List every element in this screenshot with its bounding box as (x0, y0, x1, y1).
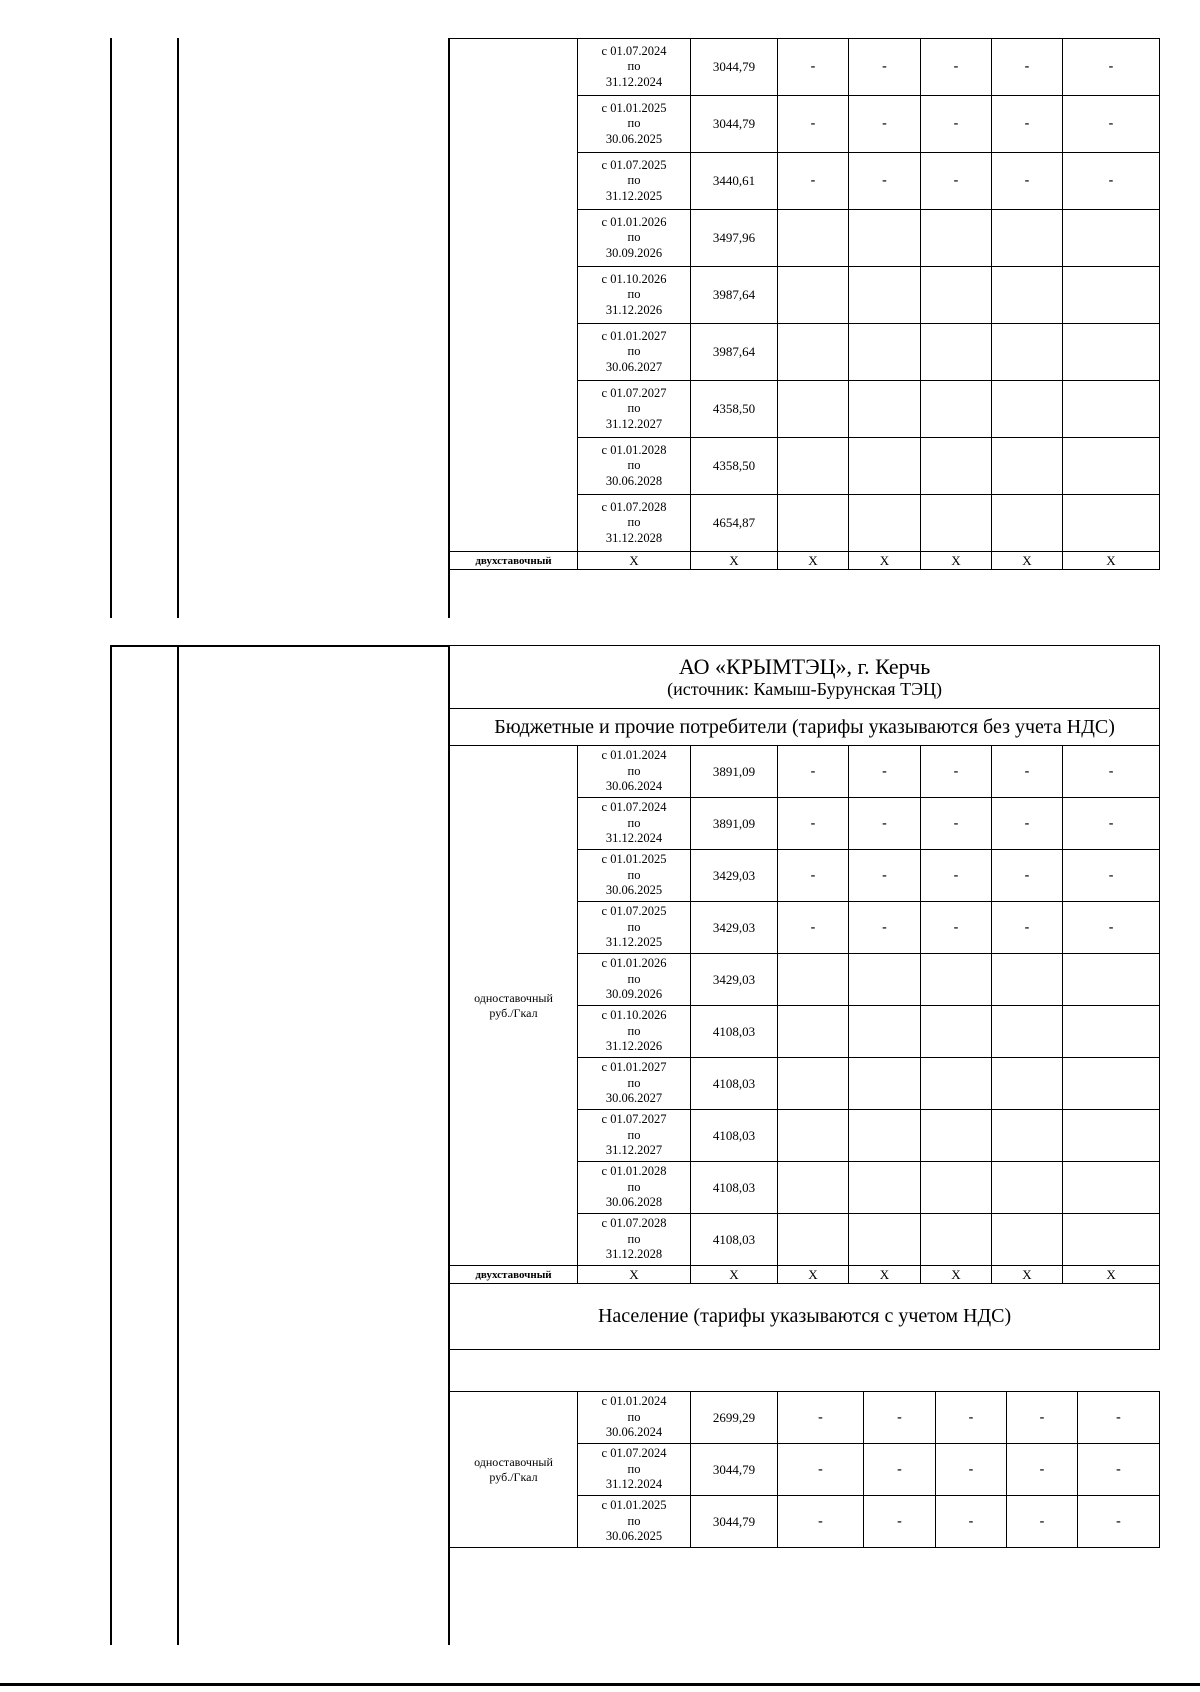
two-rate-cell: Х (849, 1266, 921, 1284)
tariff-cell (778, 1058, 849, 1110)
period-from: с 01.01.2028 (601, 442, 667, 457)
tariff-cell: - (1078, 1496, 1160, 1548)
tariff-value: 3891,09 (691, 746, 778, 798)
tariff-cell (921, 495, 992, 552)
period-to: 31.12.2024 (605, 74, 663, 89)
budget-section-title: Бюджетные и прочие потребители (тарифы указываются без учета НДС) (450, 709, 1160, 746)
period-cell (578, 495, 691, 552)
tariff-value: 3429,03 (691, 954, 778, 1006)
tariff-cell (778, 495, 849, 552)
tariff-cell (849, 381, 921, 438)
rate-unit-label: руб./Гкал (489, 1469, 538, 1484)
tariff-cell (1063, 1058, 1160, 1110)
period-by: по (627, 1179, 641, 1194)
two-rate-cell: Х (992, 1266, 1063, 1284)
tariff-row (450, 39, 1160, 96)
period-cell (578, 381, 691, 438)
tariff-value: 4108,03 (691, 1214, 778, 1266)
period-by: по (627, 230, 641, 245)
two-rate-cell: Х (1063, 1266, 1160, 1284)
tariff-cell (992, 210, 1063, 267)
tariff-cell: - (1063, 96, 1160, 153)
tariff-cell: - (778, 39, 849, 96)
tariff-cell (1063, 210, 1160, 267)
rate-type-label: одноставочный (474, 1454, 553, 1469)
two-rate-cell: Х (921, 1266, 992, 1284)
two-rate-cell: Х (778, 552, 849, 570)
rate-type-cell (450, 746, 578, 1266)
tariff-cell: - (1007, 1392, 1078, 1444)
two-rate-cell: Х (578, 1266, 691, 1284)
period-cell (578, 1058, 691, 1110)
period-cell (578, 954, 691, 1006)
period-from: с 01.01.2027 (601, 328, 667, 343)
tariff-cell: - (778, 153, 849, 210)
organization-name: АО «КРЫМТЭЦ», г. Керчь (678, 654, 931, 679)
period-to: 30.06.2028 (605, 1195, 663, 1210)
period-by: по (627, 1023, 641, 1038)
period-to: 31.12.2024 (605, 831, 663, 846)
period-by: по (627, 1513, 641, 1528)
tariff-cell (778, 267, 849, 324)
tariff-cell: - (921, 153, 992, 210)
tariff-table-population (449, 1391, 1160, 1548)
period-to: 31.12.2025 (605, 935, 663, 950)
tariff-cell (778, 1162, 849, 1214)
tariff-cell (992, 1162, 1063, 1214)
period-by: по (627, 287, 641, 302)
period-from: с 01.01.2027 (601, 1060, 667, 1075)
tariff-cell (778, 381, 849, 438)
period-cell (578, 1496, 691, 1548)
period-by: по (627, 815, 641, 830)
tariff-cell: - (921, 850, 992, 902)
tariff-cell: - (992, 39, 1063, 96)
period-cell (578, 746, 691, 798)
tariff-cell: - (992, 902, 1063, 954)
tariff-cell (778, 954, 849, 1006)
tariff-cell: - (849, 746, 921, 798)
period-by: по (627, 344, 641, 359)
tariff-cell: - (1063, 153, 1160, 210)
tariff-cell: - (1063, 902, 1160, 954)
tariff-cell (849, 210, 921, 267)
population-section-title: Население (тарифы указываются с учетом НДС) (450, 1284, 1160, 1350)
period-to: 31.12.2028 (605, 1247, 663, 1262)
period-to: 30.06.2027 (605, 359, 663, 374)
period-by: по (627, 401, 641, 416)
tariff-cell (849, 438, 921, 495)
period-from: с 01.07.2025 (601, 904, 667, 919)
period-from: с 01.07.2024 (601, 800, 667, 815)
period-to: 30.09.2026 (605, 245, 663, 260)
tariff-cell (778, 438, 849, 495)
tariff-cell (921, 210, 992, 267)
tariff-cell (849, 267, 921, 324)
tariff-cell (849, 1162, 921, 1214)
two-rate-cell: Х (578, 552, 691, 570)
tariff-cell: - (1063, 39, 1160, 96)
tariff-cell: - (849, 850, 921, 902)
population-tariff-rows (450, 1392, 1160, 1548)
tariff-cell: - (992, 850, 1063, 902)
tariff-value: 4108,03 (691, 1058, 778, 1110)
tariff-cell: - (936, 1444, 1007, 1496)
rate-type-cell (450, 1392, 578, 1548)
tariff-cell (778, 210, 849, 267)
tariff-cell (1063, 495, 1160, 552)
period-by: по (627, 763, 641, 778)
period-from: с 01.01.2026 (601, 956, 667, 971)
period-from: с 01.01.2025 (601, 852, 667, 867)
tariff-cell (921, 267, 992, 324)
period-cell (578, 1214, 691, 1266)
tariff-cell: - (849, 96, 921, 153)
tariff-value: 3497,96 (691, 210, 778, 267)
period-from: с 01.07.2028 (601, 499, 667, 514)
tariff-cell (992, 495, 1063, 552)
number-column-line (177, 38, 179, 618)
tariff-cell (992, 1214, 1063, 1266)
period-by: по (627, 1231, 641, 1246)
period-cell (578, 798, 691, 850)
period-by: по (627, 1461, 641, 1476)
tariff-cell (1063, 324, 1160, 381)
tariff-cell (778, 1110, 849, 1162)
tariff-cell: - (1063, 850, 1160, 902)
tariff-cell: - (936, 1392, 1007, 1444)
period-cell (578, 267, 691, 324)
period-from: с 01.01.2024 (601, 1394, 667, 1409)
tariff-cell: - (992, 798, 1063, 850)
tariff-value: 3987,64 (691, 324, 778, 381)
tariff-value: 3429,03 (691, 850, 778, 902)
period-by: по (627, 971, 641, 986)
tariff-cell: - (864, 1444, 936, 1496)
tariff-cell (992, 438, 1063, 495)
two-rate-cell: Х (1063, 552, 1160, 570)
period-from: с 01.01.2028 (601, 1164, 667, 1179)
period-cell (578, 438, 691, 495)
period-cell (578, 902, 691, 954)
period-to: 30.06.2025 (605, 883, 663, 898)
tariff-cell (992, 381, 1063, 438)
tariff-cell (1063, 1006, 1160, 1058)
tariff-cell: - (849, 39, 921, 96)
period-to: 31.12.2026 (605, 302, 663, 317)
tariff-cell (921, 438, 992, 495)
tariff-cell (778, 324, 849, 381)
tariff-cell (1063, 1162, 1160, 1214)
period-to: 30.06.2027 (605, 1091, 663, 1106)
period-from: с 01.07.2025 (601, 157, 667, 172)
tariff-cell: - (992, 746, 1063, 798)
tariff-cell (1063, 381, 1160, 438)
tariff-value: 2699,29 (691, 1392, 778, 1444)
tariff-cell: - (921, 902, 992, 954)
organization-source: (источник: Камыш-Бурунская ТЭЦ) (667, 679, 942, 700)
tariff-value: 3044,79 (691, 96, 778, 153)
tariff-cell: - (992, 153, 1063, 210)
period-from: с 01.07.2028 (601, 1216, 667, 1231)
number-column-line-lower (177, 645, 179, 1645)
period-from: с 01.10.2026 (601, 271, 667, 286)
period-from: с 01.07.2027 (601, 1112, 667, 1127)
tariff-cell: - (778, 746, 849, 798)
tariff-value: 3044,79 (691, 39, 778, 96)
tariff-cell (1063, 1214, 1160, 1266)
period-by: по (627, 919, 641, 934)
period-cell (578, 324, 691, 381)
tariff-cell: - (921, 746, 992, 798)
tariff-table-top (449, 38, 1160, 570)
left-border-line (110, 38, 112, 618)
rate-unit-label: руб./Гкал (489, 1005, 538, 1020)
block-top-line (110, 645, 450, 647)
period-by: по (627, 1127, 641, 1142)
tariff-row (450, 1392, 1160, 1444)
tariff-cell: - (1078, 1392, 1160, 1444)
tariff-cell: - (864, 1496, 936, 1548)
period-by: по (627, 1409, 641, 1424)
tariff-value: 4108,03 (691, 1110, 778, 1162)
tariff-value: 4358,50 (691, 381, 778, 438)
left-border-line-lower (110, 645, 112, 1645)
tariff-cell: - (992, 96, 1063, 153)
budget-tariff-rows (450, 746, 1160, 1284)
tariff-value: 4358,50 (691, 438, 778, 495)
tariff-cell: - (921, 96, 992, 153)
tariff-cell: - (778, 798, 849, 850)
period-cell (578, 96, 691, 153)
tariff-cell (921, 954, 992, 1006)
tariff-value: 4654,87 (691, 495, 778, 552)
tariff-cell (992, 1110, 1063, 1162)
tariff-cell (921, 1058, 992, 1110)
period-cell (578, 850, 691, 902)
two-rate-label: двухставочный (450, 552, 578, 570)
tariff-cell: - (936, 1496, 1007, 1548)
period-by: по (627, 173, 641, 188)
period-to: 31.12.2027 (605, 1143, 663, 1158)
period-from: с 01.01.2025 (601, 1498, 667, 1513)
tariff-value: 3440,61 (691, 153, 778, 210)
tariff-cell (992, 1006, 1063, 1058)
tariff-cell (992, 267, 1063, 324)
tariff-cell: - (849, 798, 921, 850)
two-rate-cell: Х (849, 552, 921, 570)
tariff-cell: - (778, 902, 849, 954)
period-by: по (627, 458, 641, 473)
tariff-value: 3429,03 (691, 902, 778, 954)
tariff-cell: - (921, 39, 992, 96)
period-by: по (627, 867, 641, 882)
period-to: 30.06.2028 (605, 473, 663, 488)
two-rate-cell: Х (691, 1266, 778, 1284)
tariff-cell (921, 324, 992, 381)
tariff-cell: - (1063, 798, 1160, 850)
period-from: с 01.01.2024 (601, 748, 667, 763)
tariff-cell (849, 1110, 921, 1162)
period-cell (578, 210, 691, 267)
tariff-value: 3044,79 (691, 1496, 778, 1548)
period-cell (578, 1392, 691, 1444)
tariff-cell (849, 324, 921, 381)
period-to: 31.12.2028 (605, 530, 663, 545)
period-to: 31.12.2026 (605, 1039, 663, 1054)
tariff-cell (921, 1162, 992, 1214)
tariff-table-kerch (449, 645, 1160, 1350)
period-to: 30.06.2024 (605, 779, 663, 794)
period-cell (578, 153, 691, 210)
period-to: 30.09.2026 (605, 987, 663, 1002)
rate-type-label: одноставочный (474, 990, 553, 1005)
tariff-value: 3891,09 (691, 798, 778, 850)
period-by: по (627, 59, 641, 74)
period-from: с 01.07.2024 (601, 1446, 667, 1461)
period-from: с 01.07.2027 (601, 385, 667, 400)
tariff-value: 4108,03 (691, 1162, 778, 1214)
tariff-cell (849, 1214, 921, 1266)
period-cell (578, 1444, 691, 1496)
organization-header (450, 646, 1160, 709)
period-to: 30.06.2025 (605, 1529, 663, 1544)
period-to: 30.06.2025 (605, 131, 663, 146)
tariff-cell (1063, 1110, 1160, 1162)
two-rate-cell: Х (921, 552, 992, 570)
footer-rule (0, 1683, 1200, 1686)
tariff-cell: - (778, 1392, 864, 1444)
two-rate-label: двухставочный (450, 1266, 578, 1284)
tariff-cell: - (864, 1392, 936, 1444)
tariff-cell (1063, 954, 1160, 1006)
tariff-value: 4108,03 (691, 1006, 778, 1058)
tariff-cell: - (778, 850, 849, 902)
tariff-cell (849, 1058, 921, 1110)
tariff-cell: - (1078, 1444, 1160, 1496)
period-to: 30.06.2024 (605, 1425, 663, 1440)
tariff-cell (778, 1214, 849, 1266)
tariff-cell: - (778, 96, 849, 153)
period-by: по (627, 1075, 641, 1090)
tariff-cell (921, 1006, 992, 1058)
tariff-cell (921, 1214, 992, 1266)
tariff-cell (849, 1006, 921, 1058)
two-rate-cell: Х (992, 552, 1063, 570)
tariff-cell: - (849, 153, 921, 210)
tariff-cell (778, 1006, 849, 1058)
tariff-rows-top (450, 39, 1160, 570)
tariff-value: 3987,64 (691, 267, 778, 324)
tariff-cell: - (1007, 1444, 1078, 1496)
period-from: с 01.01.2026 (601, 214, 667, 229)
tariff-cell: - (1063, 746, 1160, 798)
tariff-cell (921, 1110, 992, 1162)
period-cell (578, 1110, 691, 1162)
tariff-cell (849, 495, 921, 552)
period-from: с 01.07.2024 (601, 43, 667, 58)
tariff-cell (1063, 267, 1160, 324)
rate-type-cell (450, 39, 578, 552)
period-by: по (627, 116, 641, 131)
tariff-cell (1063, 438, 1160, 495)
tariff-cell: - (921, 798, 992, 850)
tariff-cell (992, 324, 1063, 381)
tariff-cell (992, 954, 1063, 1006)
tariff-cell (921, 381, 992, 438)
period-by: по (627, 515, 641, 530)
period-to: 31.12.2027 (605, 416, 663, 431)
tariff-cell: - (778, 1444, 864, 1496)
period-to: 31.12.2024 (605, 1477, 663, 1492)
period-cell (578, 39, 691, 96)
two-rate-cell: Х (691, 552, 778, 570)
period-cell (578, 1162, 691, 1214)
period-from: с 01.01.2025 (601, 100, 667, 115)
two-rate-row (450, 552, 1160, 570)
period-to: 31.12.2025 (605, 188, 663, 203)
tariff-cell: - (778, 1496, 864, 1548)
tariff-row (450, 746, 1160, 798)
tariff-cell: - (849, 902, 921, 954)
two-rate-cell: Х (778, 1266, 849, 1284)
two-rate-row (450, 1266, 1160, 1284)
period-cell (578, 1006, 691, 1058)
tariff-cell: - (1007, 1496, 1078, 1548)
tariff-cell (992, 1058, 1063, 1110)
period-from: с 01.10.2026 (601, 1008, 667, 1023)
tariff-cell (849, 954, 921, 1006)
tariff-value: 3044,79 (691, 1444, 778, 1496)
